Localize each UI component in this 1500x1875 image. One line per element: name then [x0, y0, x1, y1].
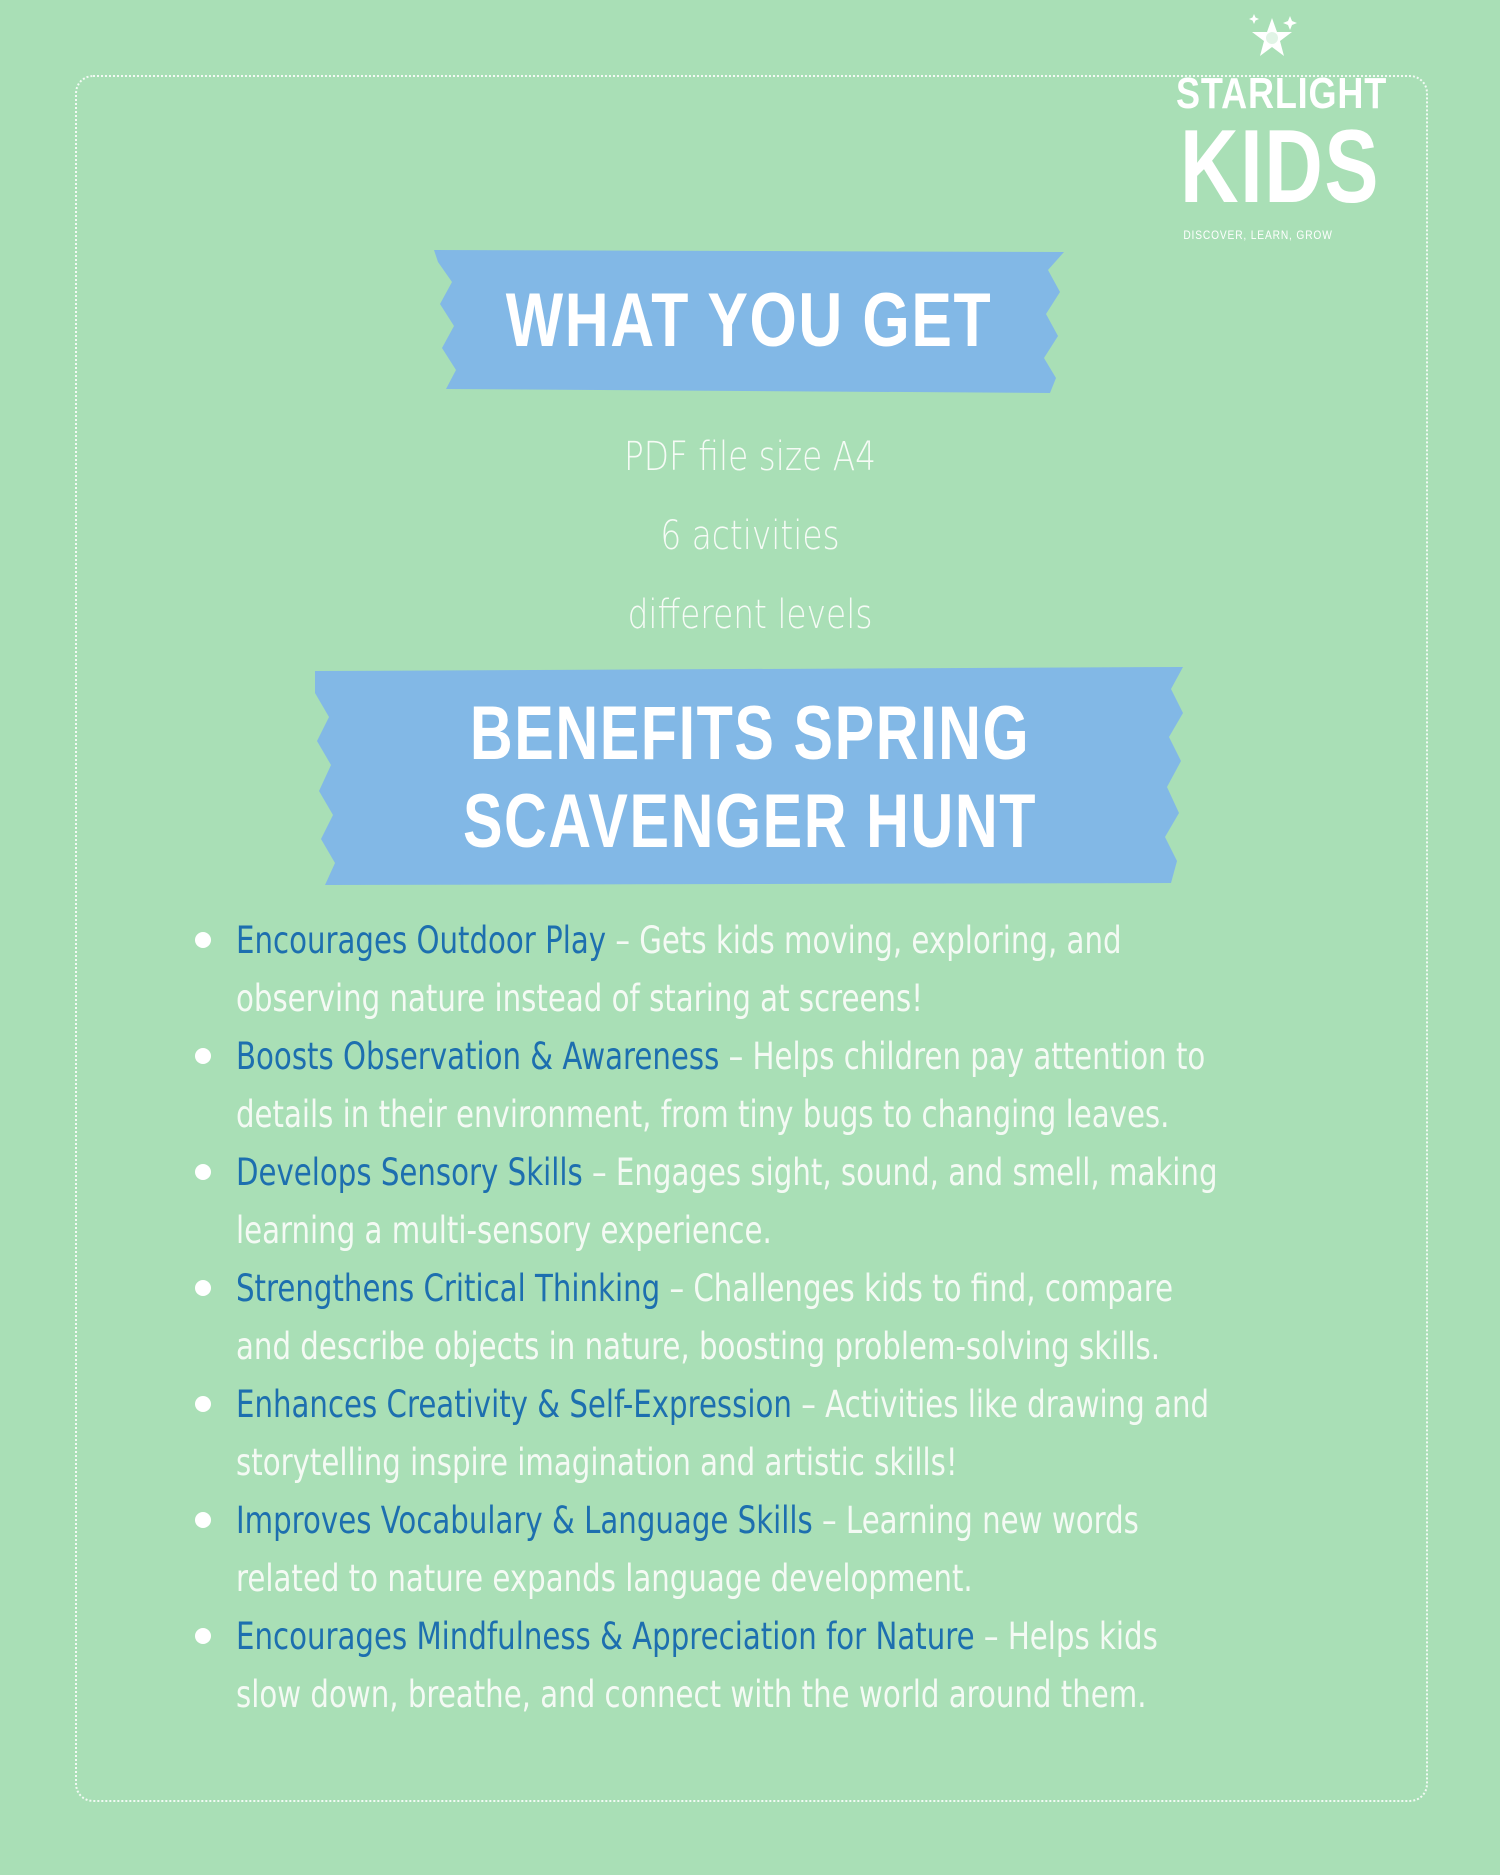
benefit-title: Strengthens Critical Thinking	[236, 1267, 661, 1310]
benefits-heading	[411, 690, 1090, 866]
benefits-heading-line2: SCAVENGER HUNT	[462, 779, 1038, 864]
benefit-title: Encourages Outdoor Play	[236, 919, 607, 962]
benefit-item	[190, 1376, 1370, 1492]
benefit-description: – Challenges kids to find, compare and describe objects in nature, boosting problem-solving skills.	[236, 1267, 1174, 1368]
what-you-get-list	[450, 418, 1050, 655]
get-item: PDF file size A4	[623, 434, 877, 480]
benefit-item	[190, 1144, 1370, 1260]
benefit-title: Develops Sensory Skills	[236, 1151, 583, 1194]
brand-logo	[1158, 12, 1388, 252]
benefit-description: – Activities like drawing and storytelling inspire imagination and artistic skills!	[236, 1383, 1210, 1484]
get-item: different levels	[627, 592, 873, 638]
benefit-title: Boosts Observation & Awareness	[236, 1035, 720, 1078]
benefit-description: – Learning new words related to nature expands language development.	[236, 1499, 1139, 1600]
brand-tagline: DISCOVER, LEARN, GROW	[1183, 228, 1333, 242]
benefit-title: Enhances Creativity & Self-Expression	[236, 1383, 792, 1426]
what-you-get-banner	[434, 248, 1064, 393]
benefits-heading-line1: BENEFITS SPRING	[469, 691, 1031, 776]
bullet-icon	[195, 1628, 211, 1644]
bullet-icon	[195, 1512, 211, 1528]
benefit-title: Improves Vocabulary & Language Skills	[236, 1499, 813, 1542]
benefit-item	[190, 1028, 1370, 1144]
what-you-get-heading: WHAT YOU GET	[505, 278, 993, 363]
brand-name-line1: STARLIGHT	[1176, 69, 1388, 118]
benefits-list	[190, 912, 1370, 1724]
benefit-item	[190, 1608, 1370, 1724]
bullet-icon	[195, 1280, 211, 1296]
benefits-banner	[315, 665, 1185, 885]
benefit-item	[190, 1260, 1370, 1376]
benefit-description: – Helps children pay attention to details in their environment, from tiny bugs to changing leaves.	[236, 1035, 1206, 1136]
bullet-icon	[195, 1396, 211, 1412]
benefit-title: Encourages Mindfulness & Appreciation for Nature	[236, 1615, 975, 1658]
benefit-description: – Gets kids moving, exploring, and observing nature instead of staring at screens!	[236, 919, 1122, 1020]
bullet-icon	[195, 932, 211, 948]
bullet-icon	[195, 1048, 211, 1064]
bullet-icon	[195, 1164, 211, 1180]
benefit-description: – Engages sight, sound, and smell, making learning a multi-sensory experience.	[236, 1151, 1218, 1252]
benefit-item	[190, 1492, 1370, 1608]
benefit-description: – Helps kids slow down, breathe, and connect with the world around them.	[236, 1615, 1158, 1716]
star-icon	[1246, 12, 1302, 68]
benefit-item	[190, 912, 1370, 1028]
get-item: 6 activities	[660, 513, 840, 559]
brand-name-line2: KIDS	[1180, 109, 1381, 225]
